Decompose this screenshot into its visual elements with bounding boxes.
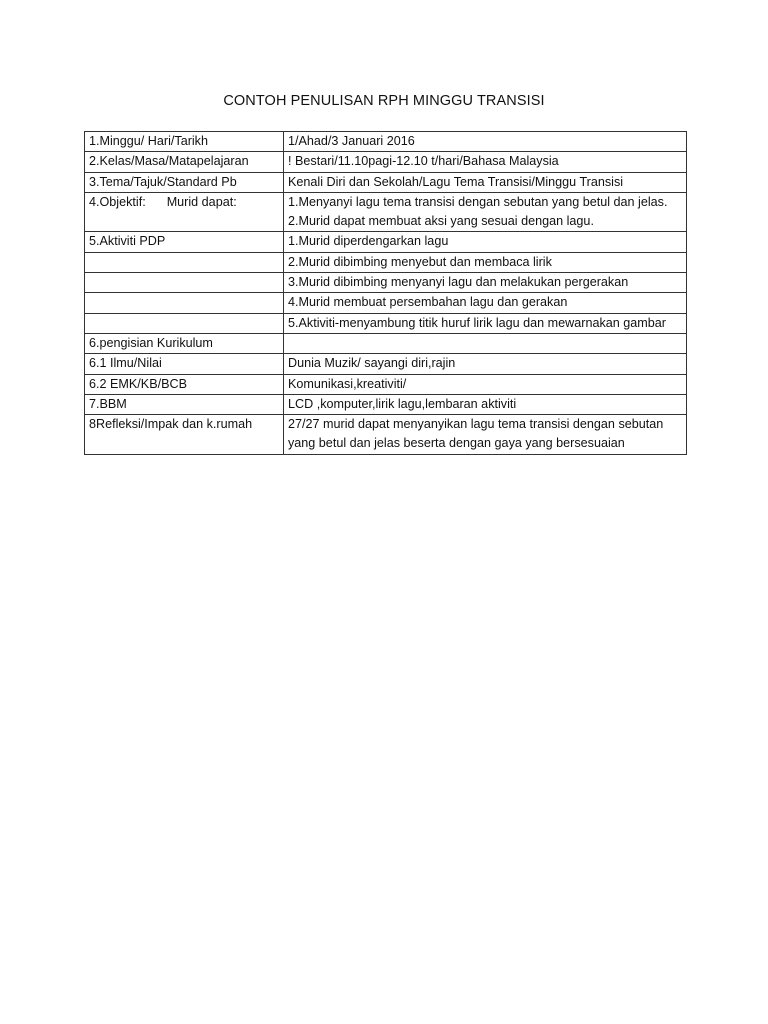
row-value-line: Komunikasi,kreativiti/ xyxy=(288,376,407,391)
row-value-aktiviti xyxy=(284,293,687,313)
rph-table xyxy=(84,131,687,455)
table-row xyxy=(85,394,687,414)
row-value-line: 1/Ahad/3 Januari 2016 xyxy=(288,134,415,148)
row-label-pengisian: 6.pengisian Kurikulum xyxy=(85,333,284,353)
row-label-objektif: 4.Objektif: Murid dapat: xyxy=(85,192,284,232)
row-value-emk xyxy=(284,374,687,394)
row-label-bbm: 7.BBM xyxy=(85,394,284,414)
table-row xyxy=(85,192,687,232)
row-label-kelas: 2.Kelas/Masa/Matapelajaran xyxy=(85,152,284,172)
row-value-minggu xyxy=(284,132,687,152)
activity-item: 5.Aktiviti-menyambung titik huruf lirik lagu dan mewarnakan gambar xyxy=(288,315,666,330)
row-value-aktiviti xyxy=(284,313,687,333)
row-label-emk: 6.2 EMK/KB/BCB xyxy=(85,374,284,394)
row-label-empty xyxy=(85,313,284,333)
row-label-aktiviti: 5.Aktiviti PDP xyxy=(85,232,284,252)
row-value-line: Dunia Muzik/ sayangi diri,rajin xyxy=(288,356,456,371)
table-row xyxy=(85,354,687,374)
table-row xyxy=(85,333,687,353)
row-value-aktiviti xyxy=(284,252,687,272)
row-value-pengisian xyxy=(284,333,687,353)
table-row xyxy=(85,273,687,293)
table-row xyxy=(85,252,687,272)
row-label-empty xyxy=(85,293,284,313)
activity-item: 2.Murid dibimbing menyebut dan membaca lirik xyxy=(288,254,552,269)
table-row xyxy=(85,374,687,394)
activity-item: 3.Murid dibimbing menyanyi lagu dan melakukan pergerakan xyxy=(288,275,629,290)
row-value-line xyxy=(288,334,682,353)
row-value-bbm xyxy=(284,394,687,414)
row-label-tema: 3.Tema/Tajuk/Standard Pb xyxy=(85,172,284,192)
row-value-line: LCD ,komputer,lirik lagu,lembaran aktiviti xyxy=(288,396,517,411)
row-value-line: 27/27 murid dapat menyanyikan lagu tema transisi dengan sebutan yang betul dan jelas beserta dengan gaya yang bersesuaian xyxy=(288,417,664,451)
page-title: CONTOH PENULISAN RPH MINGGU TRANSISI xyxy=(223,93,545,109)
row-value-objektif xyxy=(284,192,687,232)
row-value-aktiviti xyxy=(284,232,687,252)
activity-item: 4.Murid membuat persembahan lagu dan gerakan xyxy=(288,295,568,310)
table-row xyxy=(85,313,687,333)
table-row xyxy=(85,232,687,252)
row-value-kelas xyxy=(284,152,687,172)
row-label-empty xyxy=(85,252,284,272)
row-value-line: Kenali Diri dan Sekolah/Lagu Tema Transisi/Minggu Transisi xyxy=(288,174,624,189)
table-row xyxy=(85,132,687,152)
table-row xyxy=(85,152,687,172)
row-value-refleksi xyxy=(284,415,687,455)
row-label-refleksi: 8Refleksi/Impak dan k.rumah xyxy=(85,415,284,455)
table-row xyxy=(85,293,687,313)
row-label-empty xyxy=(85,273,284,293)
row-label-minggu: 1.Minggu/ Hari/Tarikh xyxy=(85,132,284,152)
activity-item: 1.Murid diperdengarkan lagu xyxy=(288,234,449,249)
row-value-line: ! Bestari/11.10pagi-12.10 t/hari/Bahasa Malaysia xyxy=(288,154,559,169)
row-value-aktiviti xyxy=(284,273,687,293)
objective-item: 2.Murid dapat membuat aksi yang sesuai dengan lagu. xyxy=(288,214,594,229)
table-row xyxy=(85,172,687,192)
row-label-ilmu: 6.1 Ilmu/Nilai xyxy=(85,354,284,374)
row-value-ilmu xyxy=(284,354,687,374)
objective-item: 1.Menyanyi lagu tema transisi dengan sebutan yang betul dan jelas. xyxy=(288,194,668,209)
row-value-tema xyxy=(284,172,687,192)
table-row xyxy=(85,415,687,455)
